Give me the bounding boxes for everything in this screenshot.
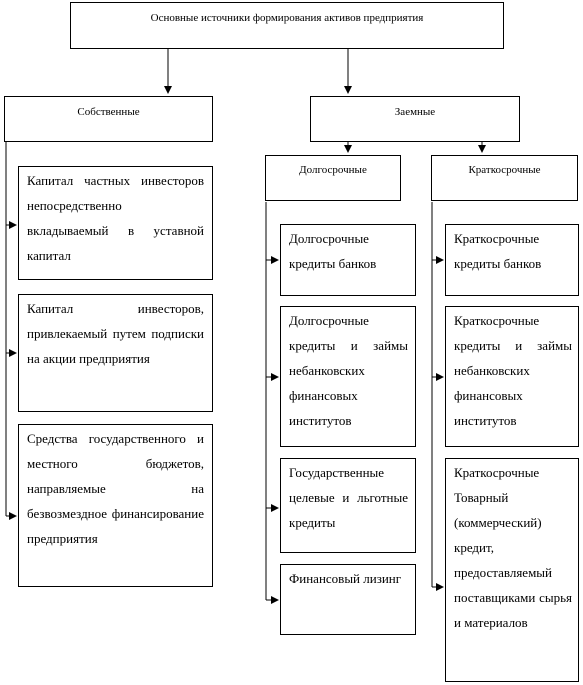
long-term-item-3: Государственные целевые и льготные кредиты: [289, 465, 408, 530]
own-item-1: Капитал частных инвесторов непосредственно вкладываемый в уставной капитал: [27, 173, 204, 263]
borrowed-title: Заемные: [394, 106, 436, 118]
short-term-title: Краткосрочные: [468, 164, 541, 176]
long-term-title: Долгосрочные: [299, 164, 367, 176]
root-title: Основные источники формирования активов предприятия: [150, 12, 424, 24]
own-title: Собственные: [77, 106, 140, 118]
long-term-item-2: Долгосрочные кредиты и займы небанковских финансовых институтов: [289, 313, 408, 428]
short-term-node: [431, 155, 578, 201]
short-term-item-1: Краткосрочные кредиты банков: [454, 231, 542, 271]
short-term-item-3: Краткосрочные Товарный (коммерческий) кредит, предоставляемый поставщиками сырья и материалов: [454, 465, 572, 630]
long-term-item-4: Финансовый лизинг: [289, 571, 402, 586]
own-item-3: Средства государственного и местного бюджетов, направляемые на безвозмездное финансирование предприятия: [27, 431, 204, 546]
long-term-item-1: Долгосрочные кредиты банков: [289, 231, 377, 271]
own-item-2: Капитал инвесторов, привлекаемый путем подписки на акции предприятия: [27, 301, 204, 366]
short-term-item-2: Краткосрочные кредиты и займы небанковских финансовых институтов: [454, 313, 572, 428]
own-node: [4, 96, 213, 142]
borrowed-node: [310, 96, 520, 142]
root-node: [70, 2, 504, 49]
long-term-node: [265, 155, 401, 201]
